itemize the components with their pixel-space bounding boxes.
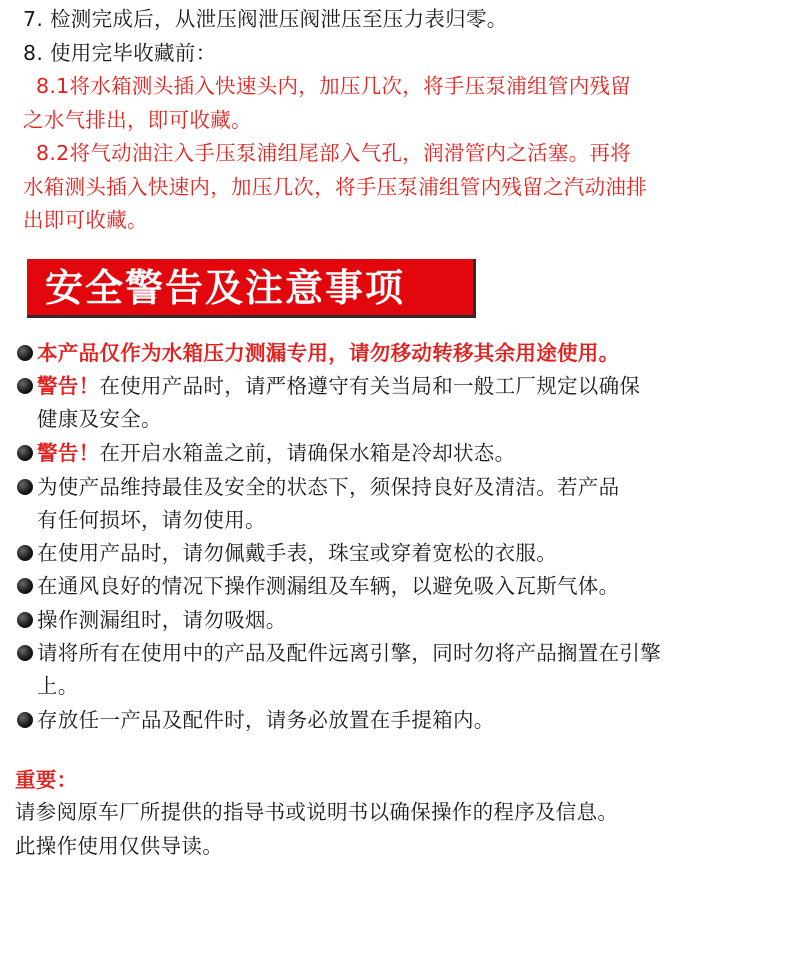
- important-line-1: 请参阅原车厂所提供的指导书或说明书以确保操作的程序及信息。: [15, 800, 619, 824]
- list-item: 存放任一产品及配件时，请务必放置在手提箱内。: [37, 708, 495, 732]
- list-item-continuation: 有任何损坏，请勿使用。: [37, 508, 266, 532]
- bullet-icon: [17, 545, 33, 561]
- step-8-1-line-2: 之水气排出，即可收藏。: [23, 108, 252, 132]
- important-title: 重要：: [15, 768, 78, 792]
- list-item: 本产品仅作为水箱压力测漏专用，请勿移动转移其余用途使用。: [37, 341, 620, 365]
- step-8-text: 8. 使用完毕收藏前：: [23, 41, 217, 65]
- list-item: 请将所有在使用中的产品及配件远离引擎，同时勿将产品搁置在引擎: [37, 641, 661, 665]
- list-item-continuation: 上。: [37, 674, 79, 698]
- step-8-2-line-2: 水箱测头插入快速内，加压几次，将手压泵浦组管内残留之汽动油排: [23, 175, 647, 199]
- bullet-icon: [17, 578, 33, 594]
- bullet-icon: [17, 645, 33, 661]
- list-item-text: 在使用产品时，请严格遵守有关当局和一般工厂规定以确保: [99, 374, 641, 398]
- list-item: 在使用产品时，请勿佩戴手表，珠宝或穿着宽松的衣服。: [37, 541, 557, 565]
- list-item: 为使产品维持最佳及安全的状态下，须保持良好及清洁。若产品: [37, 475, 620, 499]
- list-item-continuation: 健康及安全。: [37, 407, 162, 431]
- important-line-2: 此操作使用仅供导读。: [15, 834, 223, 858]
- bullet-icon: [17, 712, 33, 728]
- warning-label: 警告！: [37, 374, 100, 398]
- step-8-2-line-1: 8.2将气动油注入手压泵浦组尾部入气孔，润滑管内之活塞。再将: [36, 141, 632, 165]
- bullet-icon: [17, 479, 33, 495]
- list-item: [37, 437, 515, 469]
- safety-heading-banner: [27, 259, 476, 318]
- list-item: 操作测漏组时，请勿吸烟。: [37, 608, 287, 632]
- warning-label: 警告！: [37, 441, 100, 465]
- bullet-icon: [17, 378, 33, 394]
- list-item-text: 在开启水箱盖之前，请确保水箱是冷却状态。: [99, 441, 516, 465]
- step-7-text: 7. 检测完成后，从泄压阀泄压阀泄压至压力表归零。: [23, 7, 508, 31]
- list-item: 在通风良好的情况下操作测漏组及车辆，以避免吸入瓦斯气体。: [37, 574, 620, 598]
- bullet-icon: [17, 345, 33, 361]
- list-item: [37, 370, 640, 402]
- safety-heading: 安全警告及注意事项: [45, 266, 406, 310]
- bullet-icon: [17, 445, 33, 461]
- step-8-2-line-3: 出即可收藏。: [23, 208, 148, 232]
- step-8-1-line-1: 8.1将水箱测头插入快速头内，加压几次，将手压泵浦组管内残留: [36, 74, 632, 98]
- bullet-icon: [17, 612, 33, 628]
